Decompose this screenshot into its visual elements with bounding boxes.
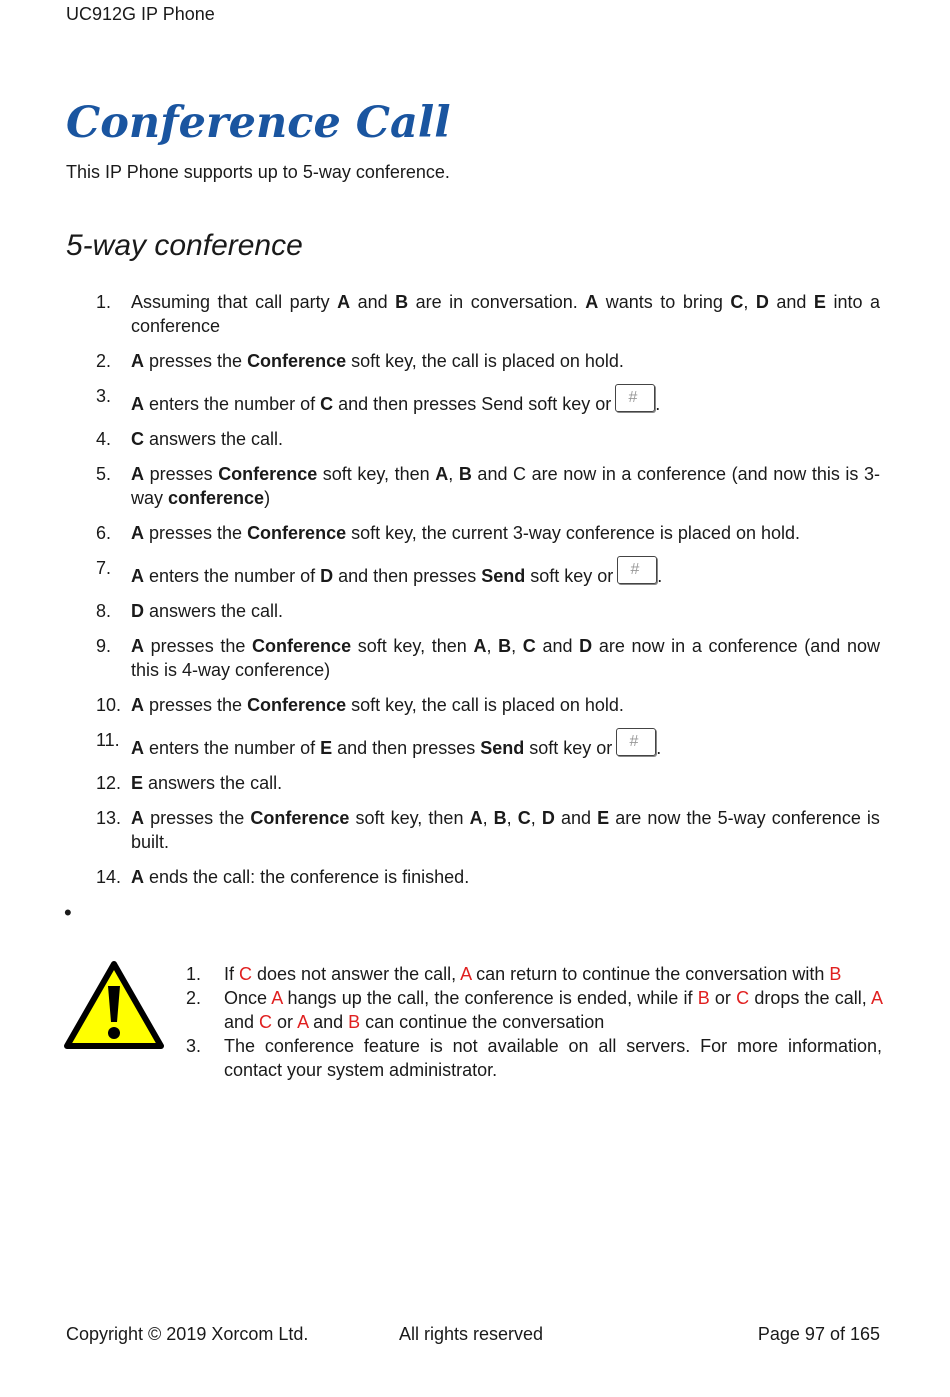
bold-term: A [131, 523, 144, 543]
step-text: A enters the number of C and then presses Send soft key or # . [131, 384, 880, 416]
text-run: soft key, then [351, 636, 474, 656]
bold-term: A [131, 738, 144, 758]
step-text [131, 427, 880, 451]
bold-term: D [755, 292, 769, 312]
text-run: soft key, the current 3-way conference is placed on hold. [346, 523, 801, 543]
bold-term: E [813, 292, 826, 312]
bold-term: Conference [247, 523, 347, 543]
bold-term: A [435, 464, 449, 484]
text-run: answers the call. [144, 601, 284, 621]
bold-term: A [585, 292, 599, 312]
step-number: 9. [96, 636, 112, 656]
text-run: and [768, 292, 814, 312]
step-number: 4. [96, 429, 112, 449]
text-run: , [511, 636, 523, 656]
step-item [96, 556, 880, 588]
text-run: presses the [144, 351, 248, 371]
text-run: answers the call. [143, 773, 283, 793]
text-run: hangs up the call, the conference is ended, while if [282, 988, 698, 1008]
section-subtitle: 5-way conference [66, 229, 303, 262]
text-run: and [350, 292, 396, 312]
page-header: UC912G IP Phone [66, 4, 215, 24]
warning-triangle-icon [64, 960, 164, 1050]
bold-term: Conference [250, 808, 350, 828]
note-text [224, 986, 882, 1034]
bold-term: D [579, 636, 593, 656]
step-item [96, 693, 880, 717]
party-letter: B [697, 988, 710, 1008]
step-text [131, 349, 880, 373]
text-run: are now in a conference (and now this is 4-way conference) [131, 636, 880, 680]
step-item [96, 771, 880, 795]
text-run: and [224, 1012, 260, 1032]
step-number: 8. [96, 601, 112, 621]
text-run: presses the [144, 695, 248, 715]
bold-term: C [522, 636, 536, 656]
text-run: or [709, 988, 737, 1008]
footer-rights: All rights reserved [399, 1324, 544, 1344]
text-run: are now the 5-way conference is built. [131, 808, 880, 852]
step-number: 3. [96, 386, 112, 406]
step-item [96, 290, 880, 338]
party-letter: A [460, 964, 472, 984]
bold-term: Conference [247, 695, 347, 715]
step-text [131, 771, 880, 795]
step-number: 1. [96, 292, 112, 312]
bold-term: A [131, 636, 144, 656]
note-number: 3. [186, 1036, 202, 1056]
step-text [131, 806, 880, 854]
step-item [96, 728, 880, 760]
step-item [96, 634, 880, 682]
step-number: 13. [96, 808, 122, 828]
bold-term: D [131, 601, 144, 621]
step-text: A enters the number of D and then presses Send soft key or # . [131, 556, 880, 588]
text-run: does not answer the call, [252, 964, 461, 984]
text-run: ) [264, 488, 271, 508]
step-text: A enters the number of E and then presses Send soft key or # . [131, 728, 880, 760]
step-number: 12. [96, 773, 122, 793]
text-run: soft key, then [317, 464, 436, 484]
note-number: 2. [186, 988, 202, 1008]
text-run: soft key, the call is placed on hold. [346, 695, 624, 715]
step-item [96, 384, 880, 416]
party-letter: C [736, 988, 750, 1008]
text-run: and then presses Send soft key or [333, 394, 612, 414]
step-text [131, 290, 880, 338]
step-item [96, 806, 880, 854]
step-text [131, 462, 880, 510]
text-run: , [506, 808, 518, 828]
bold-term: A [131, 867, 144, 887]
note-item [186, 986, 882, 1034]
text-run: answers the call. [144, 429, 284, 449]
step-number: 10. [96, 695, 122, 715]
bold-term: Send [481, 566, 526, 586]
bold-term: D [541, 808, 555, 828]
page-title: Conference Call [66, 98, 451, 148]
step-item [96, 427, 880, 451]
text-run: or [272, 1012, 298, 1032]
note-item [186, 962, 882, 986]
step-number: 11. [96, 730, 120, 750]
bold-term: conference [168, 488, 265, 508]
party-letter: A [271, 988, 283, 1008]
step-text [131, 865, 880, 889]
bold-term: A [473, 636, 487, 656]
step-number: 7. [96, 558, 112, 578]
hash-key-icon: # [616, 728, 656, 756]
step-number: 6. [96, 523, 112, 543]
text-run: presses the [144, 808, 251, 828]
bullet-point: • [64, 900, 72, 925]
step-text [131, 693, 880, 717]
note-text [224, 1034, 882, 1082]
text-run: and C are now in a conference (and now this is 3-way [131, 464, 880, 508]
text-run: Once [224, 988, 272, 1008]
text-run: and [308, 1012, 349, 1032]
text-run: Assuming that call party [131, 292, 338, 312]
text-run: soft key or [525, 566, 614, 586]
step-item [96, 462, 880, 510]
step-text [131, 521, 880, 545]
bold-term: C [320, 394, 334, 414]
bold-term: B [493, 808, 507, 828]
bold-term: Conference [218, 464, 318, 484]
note-item [186, 1034, 882, 1082]
text-run: soft key or [524, 738, 613, 758]
party-letter: A [297, 1012, 309, 1032]
step-item [96, 521, 880, 545]
bold-term: C [730, 292, 744, 312]
bold-term: E [131, 773, 144, 793]
text-run: , [743, 292, 756, 312]
text-run: can continue the conversation [360, 1012, 605, 1032]
bold-term: B [498, 636, 512, 656]
party-letter: A [871, 988, 883, 1008]
step-text [131, 634, 880, 682]
text-run: into a conference [131, 292, 880, 336]
note-number: 1. [186, 964, 202, 984]
text-run: , [448, 464, 459, 484]
note-text [224, 962, 882, 986]
bold-term: C [517, 808, 531, 828]
text-run: presses the [144, 523, 248, 543]
bold-term: A [131, 464, 144, 484]
step-item [96, 599, 880, 623]
text-run: enters the number of [144, 566, 321, 586]
bold-term: E [320, 738, 333, 758]
bold-term: A [131, 394, 144, 414]
bold-term: B [458, 464, 472, 484]
text-run: and then presses [333, 566, 482, 586]
step-number: 2. [96, 351, 112, 371]
step-number: 14. [96, 867, 122, 887]
text-run: and [535, 636, 580, 656]
bold-term: D [320, 566, 334, 586]
notes-list [186, 962, 882, 1082]
text-run: soft key, the call is placed on hold. [346, 351, 624, 371]
hash-key-icon: # [617, 556, 657, 584]
party-letter: C [259, 1012, 273, 1032]
bold-term: A [131, 695, 144, 715]
text-run: enters the number of [144, 394, 321, 414]
text-run: and [554, 808, 598, 828]
bold-term: A [337, 292, 351, 312]
step-item [96, 349, 880, 373]
text-run: are in conversation. [408, 292, 586, 312]
text-run: and then presses [332, 738, 481, 758]
bold-term: Conference [252, 636, 352, 656]
bold-term: A [131, 808, 144, 828]
intro-text: This IP Phone supports up to 5-way conference. [66, 162, 450, 182]
text-run: wants to bring [598, 292, 731, 312]
bold-term: A [131, 566, 144, 586]
step-item [96, 865, 880, 889]
text-run: presses the [144, 636, 253, 656]
text-run: drops the call, [749, 988, 871, 1008]
party-letter: B [829, 964, 842, 984]
step-text [131, 599, 880, 623]
bold-term: Send [480, 738, 525, 758]
step-number: 5. [96, 464, 112, 484]
bold-term: E [597, 808, 610, 828]
text-run: , [486, 636, 499, 656]
steps-list [96, 290, 880, 900]
text-run: The conference feature is not available on all servers. For more information, contact your system administrator. [224, 1036, 882, 1080]
bold-term: B [395, 292, 409, 312]
text-run: ends the call: the conference is finished. [144, 867, 470, 887]
text-run: can return to continue the conversation with [471, 964, 830, 984]
party-letter: B [348, 1012, 361, 1032]
footer-copyright: Copyright © 2019 Xorcom Ltd. [66, 1324, 309, 1344]
bold-term: A [469, 808, 483, 828]
text-run: soft key, then [349, 808, 470, 828]
bold-term: A [131, 351, 144, 371]
text-run: enters the number of [144, 738, 321, 758]
text-run: presses [144, 464, 219, 484]
text-run: , [530, 808, 542, 828]
hash-key-icon: # [615, 384, 655, 412]
text-run: If [224, 964, 240, 984]
bold-term: C [131, 429, 144, 449]
footer-page-number: Page 97 of 165 [757, 1324, 880, 1344]
bold-term: Conference [247, 351, 347, 371]
party-letter: C [239, 964, 253, 984]
text-run: , [482, 808, 494, 828]
